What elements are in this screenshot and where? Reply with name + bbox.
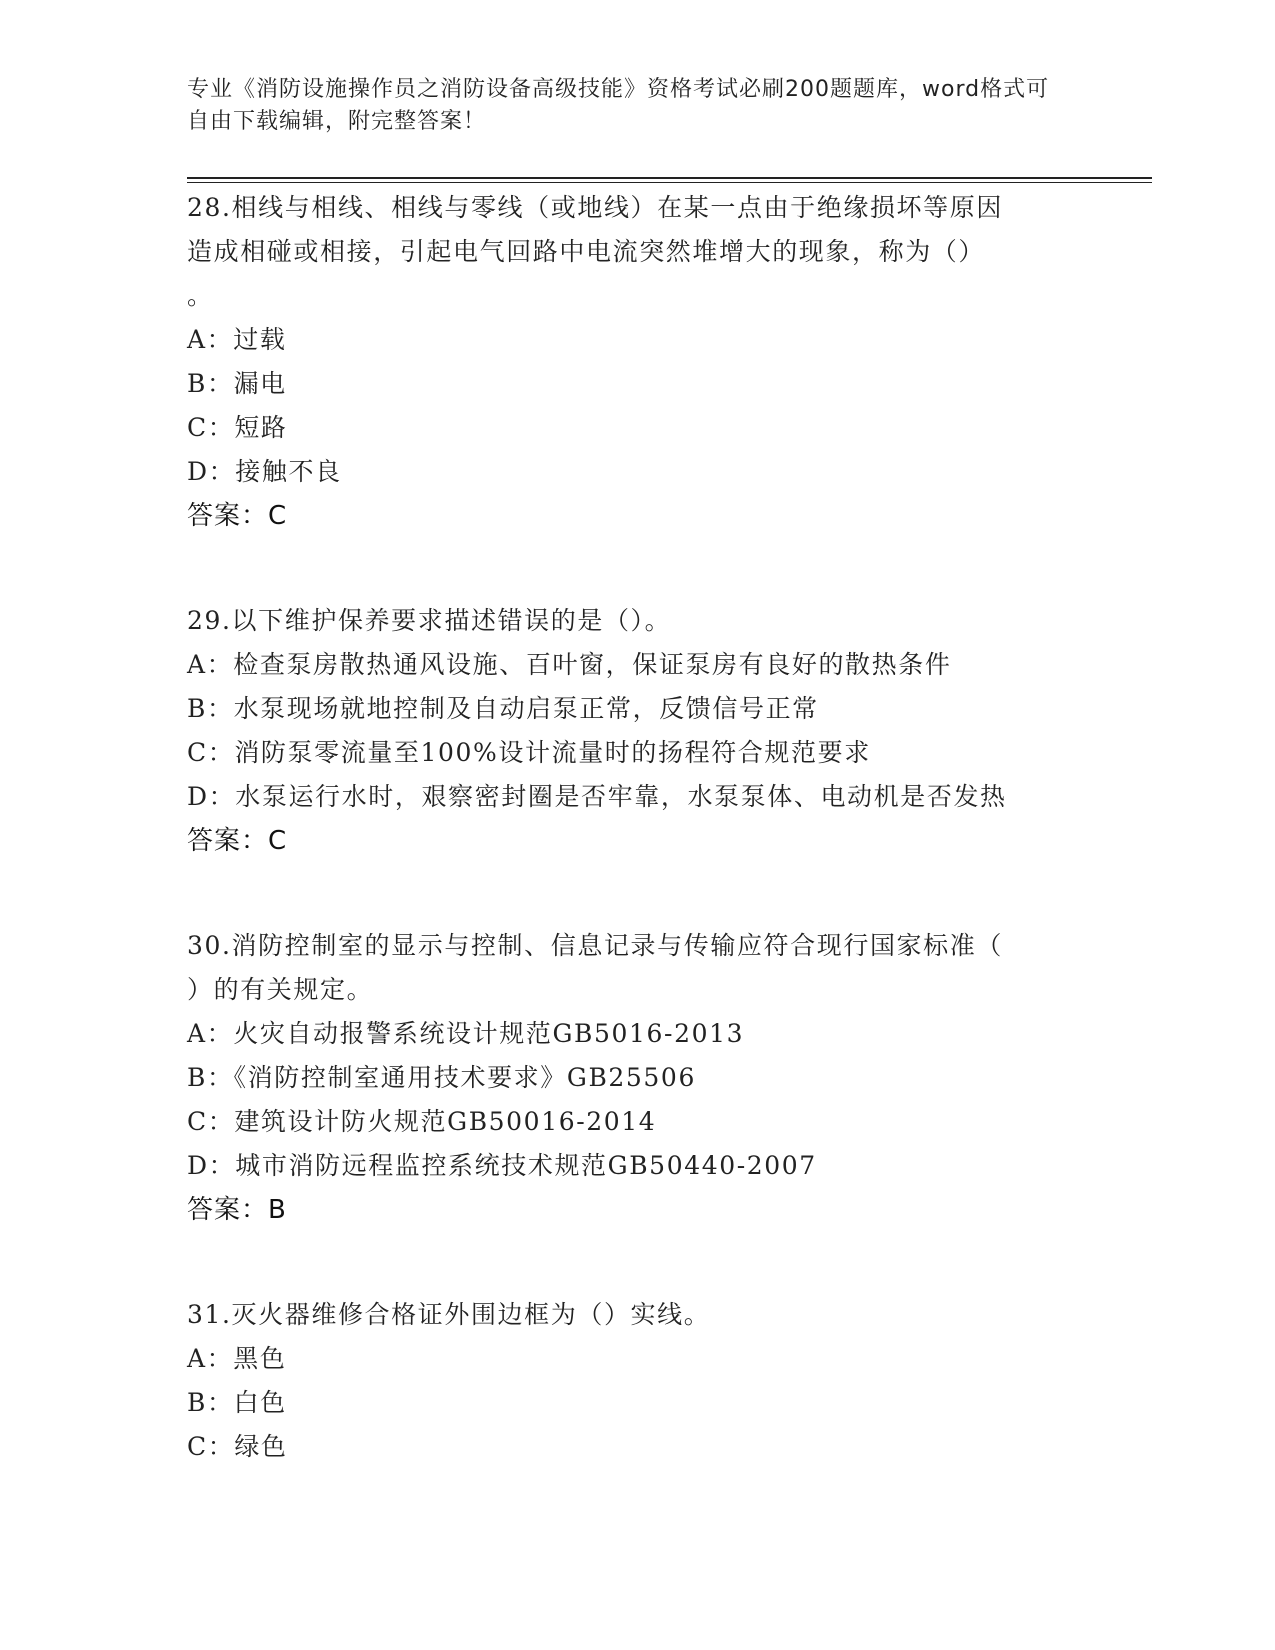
- question-28-option-b: B：漏电: [187, 369, 287, 398]
- question-29-line-1: 29.以下维护保养要求描述错误的是（）。: [187, 606, 672, 635]
- question-30-option-a: A：火灾自动报警系统设计规范GB5016-2013: [187, 1019, 745, 1048]
- question-30-line-2: ）的有关规定。: [187, 975, 374, 1004]
- question-31-option-c: C：绿色: [187, 1432, 288, 1461]
- question-28-line-1: 28.相线与相线、相线与零线（或地线）在某一点由于绝缘损坏等原因: [187, 193, 1003, 222]
- question-30-option-c: C：建筑设计防火规范GB50016-2014: [187, 1107, 657, 1136]
- document-header: 专业《消防设施操作员之消防设备高级技能》资格考试必刷200题题库，word格式可自由下载编辑，附完整答案！: [187, 77, 1050, 134]
- question-29-option-d: D：水泵运行水时，艰察密封圈是否牢靠，水泵泵体、电动机是否发热: [187, 782, 1007, 811]
- question-30-answer: 答案：B: [187, 1195, 287, 1225]
- question-28-option-a: A：过载: [187, 325, 287, 354]
- question-30-line-1: 30.消防控制室的显示与控制、信息记录与传输应符合现行国家标准（: [187, 931, 1003, 960]
- question-30-option-b: B：《消防控制室通用技术要求》GB25506: [187, 1063, 696, 1092]
- question-28-line-2: 造成相碰或相接，引起电气回路中电流突然堆增大的现象，称为（）: [187, 237, 986, 266]
- header-divider-thick: [187, 177, 1152, 179]
- question-31-line-1: 31.灭火器维修合格证外围边框为（）实线。: [187, 1300, 711, 1329]
- question-28-option-c: C：短路: [187, 413, 288, 442]
- question-29-option-b: B：水泵现场就地控制及自动启泵正常，反馈信号正常: [187, 694, 819, 723]
- question-29-option-c: C：消防泵零流量至100%设计流量时的扬程符合规范要求: [187, 738, 871, 767]
- question-31-option-b: B：白色: [187, 1388, 287, 1417]
- question-31-option-a: A：黑色: [187, 1344, 287, 1373]
- question-28-answer: 答案：C: [187, 501, 288, 531]
- question-29-option-a: A：检查泵房散热通风设施、百叶窗，保证泵房有良好的散热条件: [187, 650, 952, 679]
- question-29-answer: 答案：C: [187, 826, 288, 856]
- question-28-option-d: D：接触不良: [187, 457, 342, 486]
- question-30-option-d: D：城市消防远程监控系统技术规范GB50440-2007: [187, 1151, 817, 1180]
- header-divider-thin: [187, 182, 1152, 183]
- question-28-line-3: 。: [187, 281, 214, 310]
